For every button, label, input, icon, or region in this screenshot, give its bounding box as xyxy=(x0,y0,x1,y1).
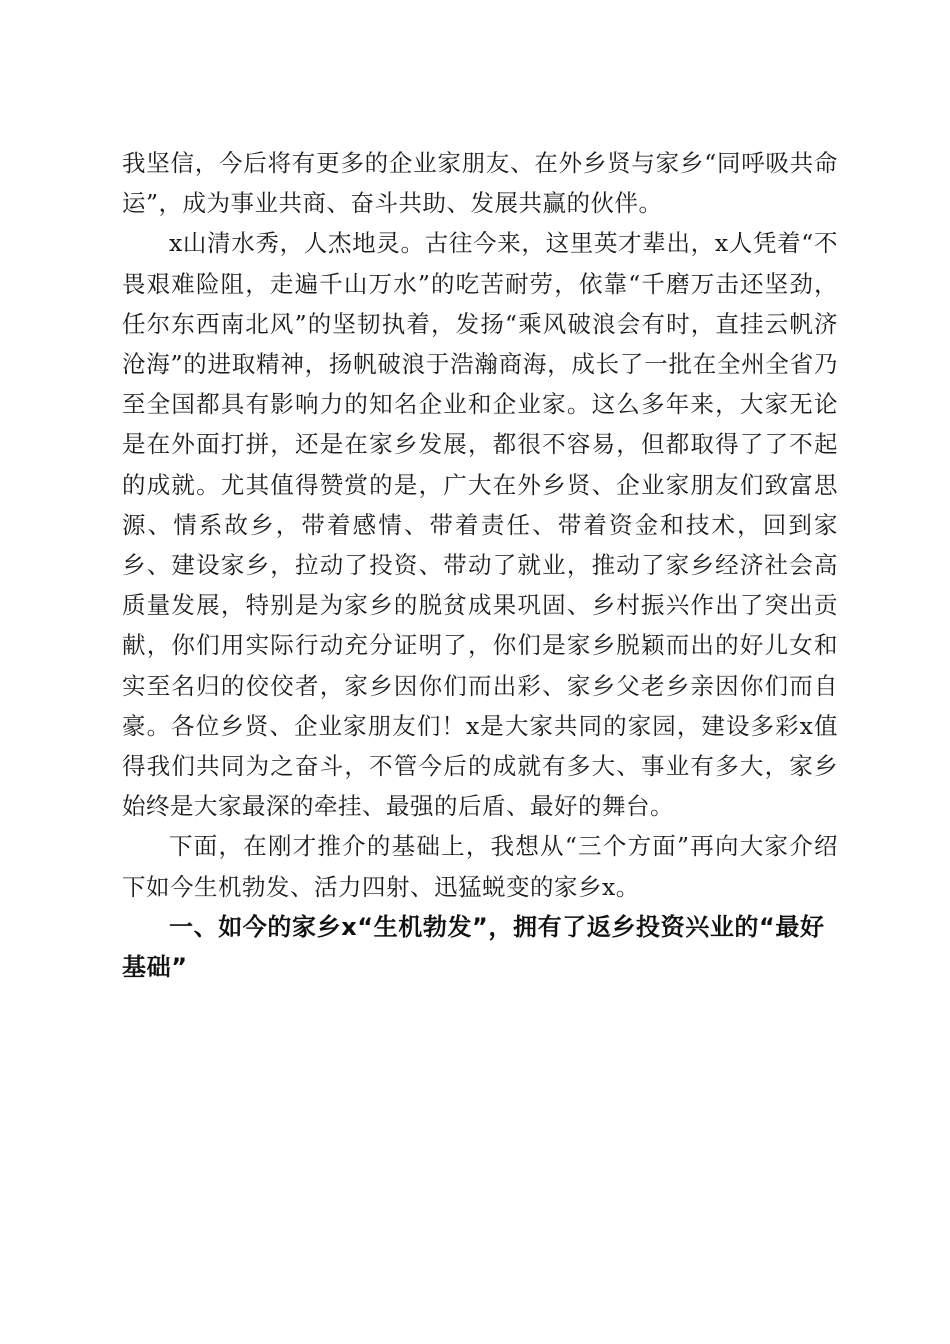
section-heading: 一、如今的家乡x“生机勃发”，拥有了返乡投资兴业的“最好基础” xyxy=(122,912,825,982)
paragraph-continuation: 我坚信，今后将有更多的企业家朋友、在外乡贤与家乡“同呼吸共命运”，成为事业共商、奋斗共助、发展共赢的伙伴。 xyxy=(122,149,838,218)
document-body xyxy=(122,143,838,987)
paragraph-hometown-talent: x山清水秀，人杰地灵。古往今来，这里英才辈出，x人凭着“不畏艰难险阻，走遍千山万水”的吃苦耐劳，依靠“千磨万击还坚劲，任尔东西南北风”的坚韧执着，发扬“乘风破浪会有时，直挂云帆济沧海”的进取精神，扬帆破浪于浩瀚商海，成长了一批在全州全省乃至全国都具有影响力的知名企业和企业家。这么多年来，大家无论是在外面打拼，还是在家乡发展，都很不容易，但都取得了了不起的成就。尤其值得赞赏的是，广大在外乡贤、企业家朋友们致富思源、情系故乡，带着感情、带着责任、带着资金和技术，回到家乡、建设家乡，拉动了投资、带动了就业，推动了家乡经济社会高质量发展，特别是为家乡的脱贫成果巩固、乡村振兴作出了突出贡献，你们用实际行动充分证明了，你们是家乡脱颖而出的好儿女和实至名归的佼佼者，家乡因你们而出彩、家乡父老乡亲因你们而自豪。各位乡贤、企业家朋友们！x是大家共同的家园，建设多彩x值得我们共同为之奋斗，不管今后的成就有多大、事业有多大，家乡始终是大家最深的牵挂、最强的后盾、最好的舞台。 xyxy=(122,229,838,821)
paragraph-introduction: 下面，在刚才推介的基础上，我想从“三个方面”再向大家介绍下如今生机勃发、活力四射、迅猛蜕变的家乡x。 xyxy=(122,832,838,901)
